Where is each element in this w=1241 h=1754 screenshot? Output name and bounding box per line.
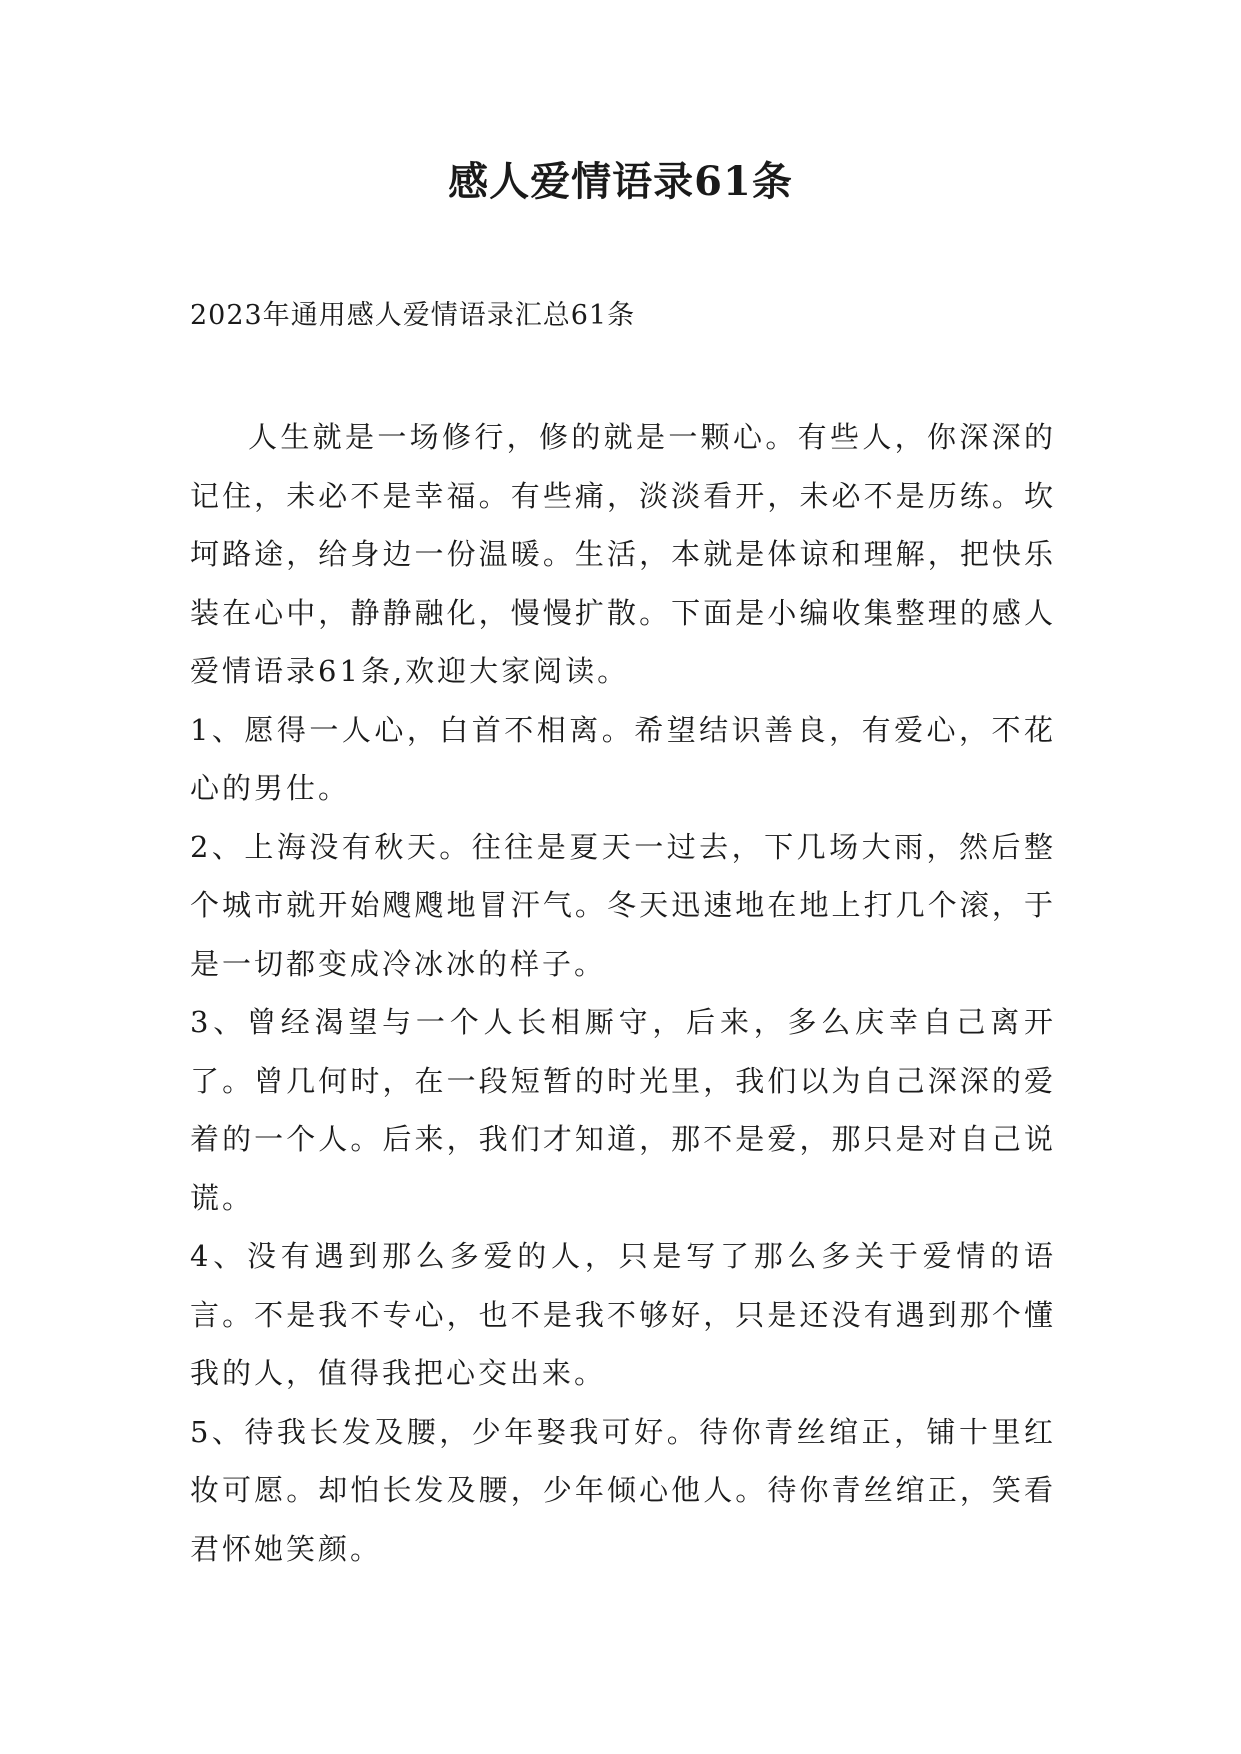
list-item: 1、愿得一人心，白首不相离。希望结识善良，有爱心，不花心的男仕。 bbox=[190, 712, 1056, 805]
document-title: 感人爱情语录61条 bbox=[448, 158, 793, 205]
list-item: 5、待我长发及腰，少年娶我可好。待你青丝绾正，铺十里红妆可愿。却怕长发及腰，少年倾心他人。待你青丝绾正，笑看君怀她笑颜。 bbox=[190, 1414, 1056, 1566]
list-item: 2、上海没有秋天。往往是夏天一过去，下几场大雨，然后整个城市就开始飕飕地冒汗气。冬天迅速地在地上打几个滚，于是一切都变成冷冰冰的样子。 bbox=[190, 829, 1056, 981]
document-subtitle: 2023年通用感人爱情语录汇总61条 bbox=[190, 300, 636, 331]
document-body bbox=[190, 408, 1056, 1578]
intro-paragraph: 人生就是一场修行，修的就是一颗心。有些人，你深深的记住，未必不是幸福。有些痛，淡淡看开，未必不是历练。坎坷路途，给身边一份温暖。生活，本就是体谅和理解，把快乐装在心中，静静融化，慢慢扩散。下面是小编收集整理的感人爱情语录61条,欢迎大家阅读。 bbox=[190, 420, 1056, 688]
list-item: 3、曾经渴望与一个人长相厮守，后来，多么庆幸自己离开了。曾几何时，在一段短暂的时光里，我们以为自己深深的爱着的一个人。后来，我们才知道，那不是爱，那只是对自己说谎。 bbox=[190, 1005, 1056, 1215]
list-item: 4、没有遇到那么多爱的人，只是写了那么多关于爱情的语言。不是我不专心，也不是我不够好，只是还没有遇到那个懂我的人，值得我把心交出来。 bbox=[190, 1239, 1056, 1390]
